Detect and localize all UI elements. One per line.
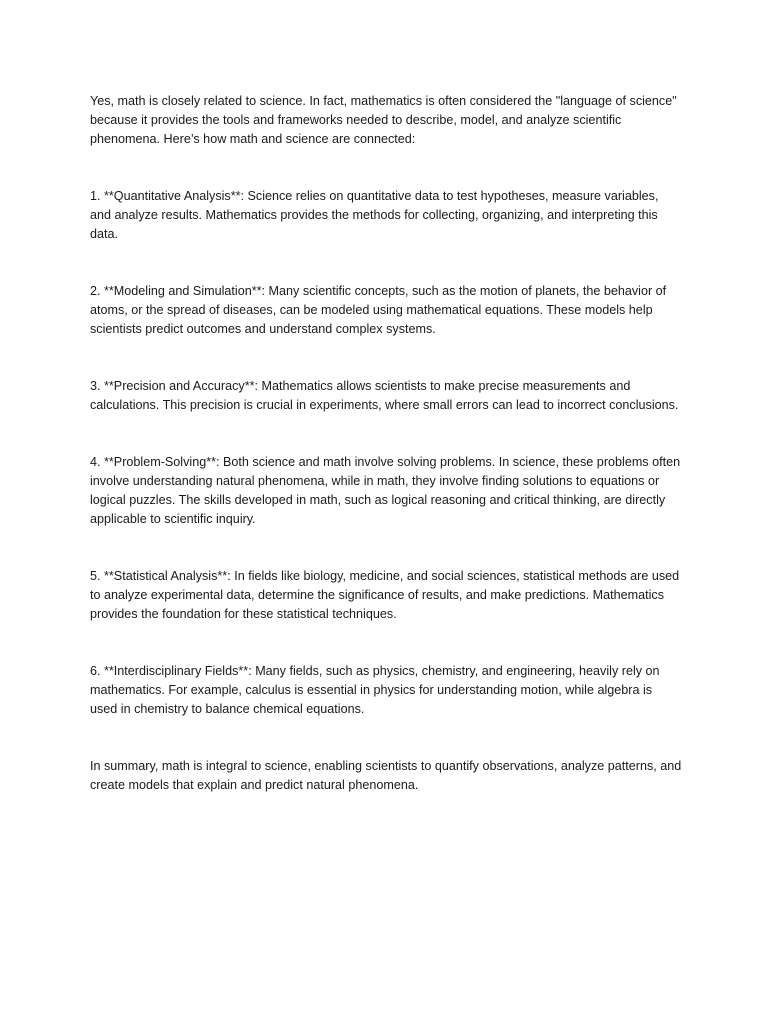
document-body	[90, 92, 682, 833]
summary-paragraph: In summary, math is integral to science, enabling scientists to quantify observations, analyze patterns, and create models that explain and predict natural phenomena.	[90, 759, 682, 792]
point-statistical-analysis: 5. **Statistical Analysis**: In fields like biology, medicine, and social sciences, statistical methods are used to analyze experimental data, determine the significance of results, and make predictions. Mathematics provides the foundation for these statistical techniques.	[90, 569, 680, 621]
point-modeling-simulation: 2. **Modeling and Simulation**: Many scientific concepts, such as the motion of planets, the behavior of atoms, or the spread of diseases, can be modeled using mathematical equations. These models help scientists predict outcomes and understand complex systems.	[90, 284, 667, 336]
point-problem-solving: 4. **Problem-Solving**: Both science and math involve solving problems. In science, these problems often involve understanding natural phenomena, while in math, they involve finding solutions to equations or logical puzzles. The skills developed in math, such as logical reasoning and critical thinking, are directly applicable to scientific inquiry.	[90, 455, 681, 526]
point-quantitative-analysis: 1. **Quantitative Analysis**: Science relies on quantitative data to test hypotheses, measure variables, and analyze results. Mathematics provides the methods for collecting, organizing, and interpreting this data.	[90, 189, 659, 241]
point-interdisciplinary-fields: 6. **Interdisciplinary Fields**: Many fields, such as physics, chemistry, and engineering, heavily rely on mathematics. For example, calculus is essential in physics for understanding motion, while algebra is used in chemistry to balance chemical equations.	[90, 664, 660, 716]
point-precision-accuracy: 3. **Precision and Accuracy**: Mathematics allows scientists to make precise measurements and calculations. This precision is crucial in experiments, where small errors can lead to incorrect conclusions.	[90, 379, 679, 412]
intro-paragraph: Yes, math is closely related to science. In fact, mathematics is often considered the "language of science" because it provides the tools and frameworks needed to describe, model, and analyze scientific phenomena. Here’s how math and science are connected:	[90, 94, 677, 146]
